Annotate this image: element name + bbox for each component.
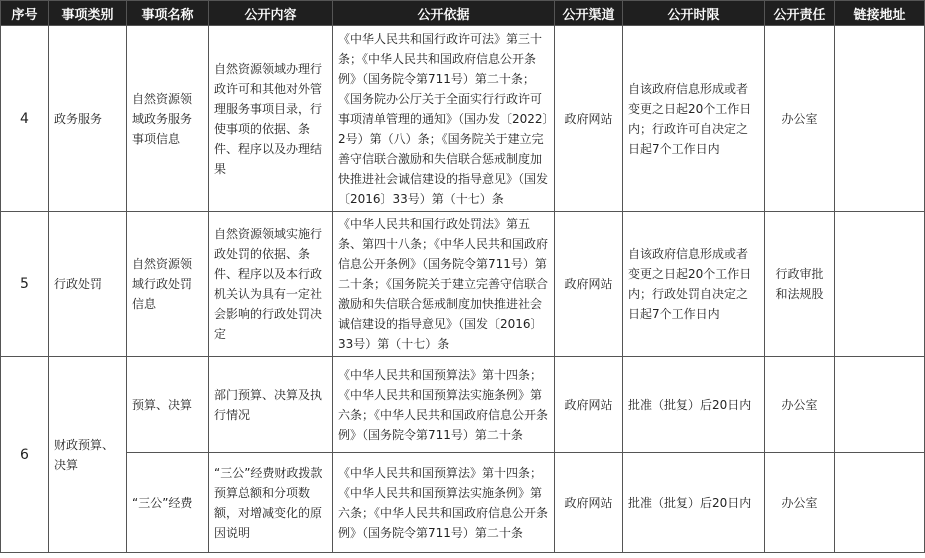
responsible-unit: 办公室 <box>765 357 835 453</box>
header-no: 序号 <box>1 1 49 26</box>
row-number: 4 <box>1 26 49 212</box>
responsible-unit: 办公室 <box>765 453 835 553</box>
header-responsible: 公开责任 <box>765 1 835 26</box>
responsible-unit: 行政审批和法规股 <box>765 212 835 357</box>
header-time-limit: 公开时限 <box>623 1 765 26</box>
table-row <box>1 212 925 357</box>
header-name: 事项名称 <box>127 1 209 26</box>
disclosure-time-limit: 批准（批复）后20日内 <box>623 453 765 553</box>
link-cell <box>835 26 925 212</box>
disclosure-content: 部门预算、决算及执行情况 <box>209 357 333 453</box>
disclosure-content: 自然资源领域办理行政许可和其他对外管理服务事项目录，行使事项的依据、条件、程序以及办理结果 <box>209 26 333 212</box>
disclosure-basis: 《中华人民共和国行政处罚法》第五条、第四十八条；《中华人民共和国政府信息公开条例》（国务院令第711号）第二十条；《国务院关于建立完善守信联合激励和失信联合惩戒制度加快推进社会诚信建设的指导意见》（国发〔2016〕33号）第（十七）条 <box>333 212 555 357</box>
header-channel: 公开渠道 <box>555 1 623 26</box>
item-category: 财政预算、决算 <box>49 357 127 553</box>
row-number: 5 <box>1 212 49 357</box>
header-category: 事项类别 <box>49 1 127 26</box>
disclosure-content: 自然资源领域实施行政处罚的依据、条件、程序以及本行政机关认为具有一定社会影响的行政处罚决定 <box>209 212 333 357</box>
disclosure-channel: 政府网站 <box>555 212 623 357</box>
disclosure-content: “三公”经费财政拨款预算总额和分项数额，对增减变化的原因说明 <box>209 453 333 553</box>
header-row <box>1 1 925 26</box>
disclosure-channel: 政府网站 <box>555 357 623 453</box>
link-cell <box>835 453 925 553</box>
header-basis: 公开依据 <box>333 1 555 26</box>
header-content: 公开内容 <box>209 1 333 26</box>
item-category: 行政处罚 <box>49 212 127 357</box>
item-name: “三公”经费 <box>127 453 209 553</box>
disclosure-channel: 政府网站 <box>555 26 623 212</box>
item-name: 预算、决算 <box>127 357 209 453</box>
disclosure-time-limit: 自该政府信息形成或者变更之日起20个工作日内；行政处罚自决定之日起7个工作日内 <box>623 212 765 357</box>
table-row <box>1 26 925 212</box>
responsible-unit: 办公室 <box>765 26 835 212</box>
item-name: 自然资源领域政务服务事项信息 <box>127 26 209 212</box>
link-cell <box>835 357 925 453</box>
disclosure-channel: 政府网站 <box>555 453 623 553</box>
row-number: 6 <box>1 357 49 553</box>
link-cell <box>835 212 925 357</box>
item-name: 自然资源领域行政处罚信息 <box>127 212 209 357</box>
header-link: 链接地址 <box>835 1 925 26</box>
disclosure-basis: 《中华人民共和国预算法》第十四条；《中华人民共和国预算法实施条例》第六条；《中华人民共和国政府信息公开条例》（国务院令第711号）第二十条 <box>333 453 555 553</box>
item-category: 政务服务 <box>49 26 127 212</box>
table-row <box>1 453 925 553</box>
disclosure-time-limit: 批准（批复）后20日内 <box>623 357 765 453</box>
disclosure-basis: 《中华人民共和国预算法》第十四条；《中华人民共和国预算法实施条例》第六条；《中华人民共和国政府信息公开条例》（国务院令第711号）第二十条 <box>333 357 555 453</box>
disclosure-basis: 《中华人民共和国行政许可法》第三十条；《中华人民共和国政府信息公开条例》（国务院令第711号）第二十条；《国务院办公厅关于全面实行行政许可事项清单管理的通知》（国办发〔2022〕2号）第（八）条；《国务院关于建立完善守信联合激励和失信联合惩戒制度加快推进社会诚信建设的指导意见》（国发〔2016〕33号）第（十七）条 <box>333 26 555 212</box>
disclosure-time-limit: 自该政府信息形成或者变更之日起20个工作日内；行政许可自决定之日起7个工作日内 <box>623 26 765 212</box>
table-row <box>1 357 925 453</box>
